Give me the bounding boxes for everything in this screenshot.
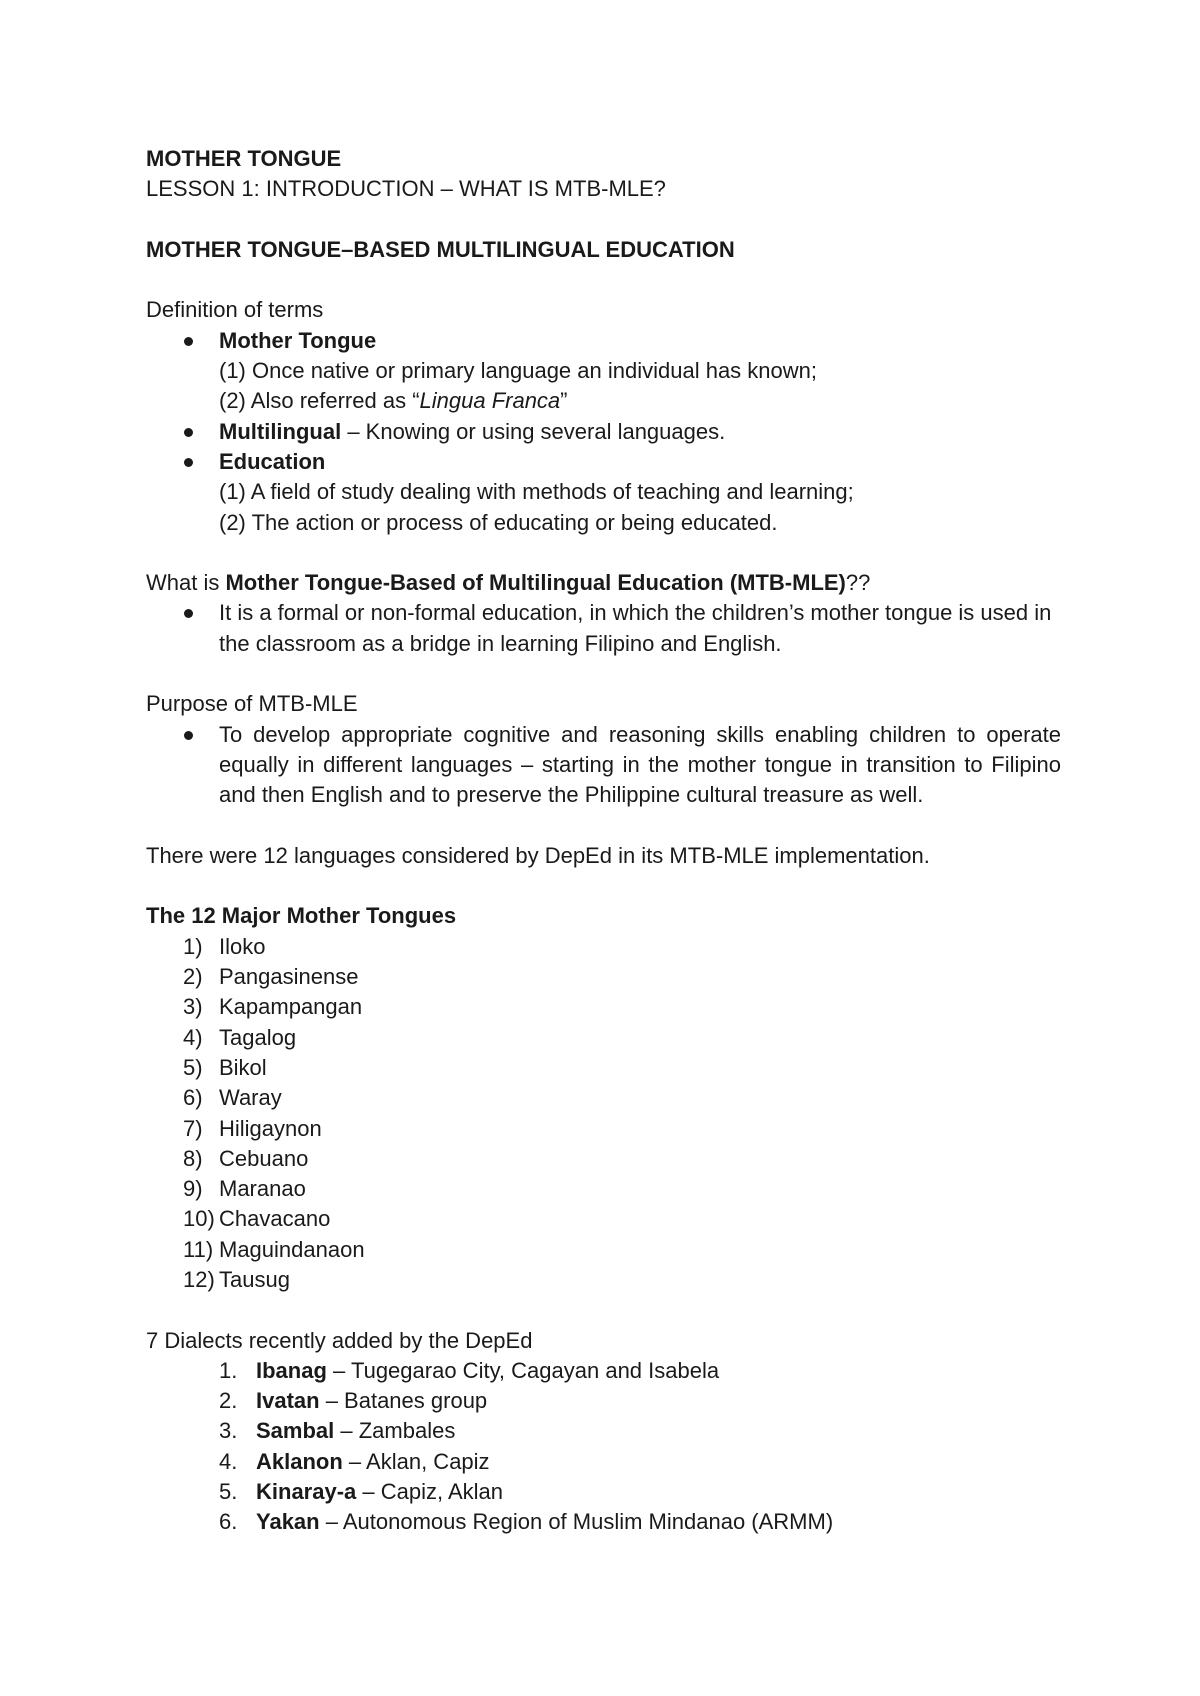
bullet-icon — [184, 337, 193, 346]
language-name: Cebuano — [219, 1145, 309, 1171]
list-item — [146, 962, 1061, 992]
term-label: Mother Tongue — [219, 327, 377, 353]
bullet-icon — [184, 428, 193, 437]
what-is-list — [146, 598, 1061, 659]
definitions-list — [146, 326, 1061, 538]
language-name: Bikol — [219, 1054, 267, 1080]
dialect-location: – Tugegarao City, Cagayan and Isabela — [326, 1357, 720, 1383]
list-number: 4) — [183, 1024, 203, 1050]
list-item — [146, 598, 1061, 659]
list-number: 6. — [219, 1509, 238, 1535]
list-number: 5. — [219, 1479, 238, 1505]
language-name: Tagalog — [219, 1024, 297, 1050]
dialect-name: Ivatan — [256, 1388, 320, 1414]
language-name: Tausug — [219, 1266, 290, 1292]
list-number: 7) — [183, 1115, 203, 1141]
list-item — [146, 1114, 1061, 1144]
bullet-icon — [184, 458, 193, 467]
lingua-franca-text: Lingua Franca — [419, 388, 561, 414]
list-number: 8) — [183, 1145, 203, 1171]
language-name: Iloko — [219, 933, 266, 959]
list-item — [146, 932, 1061, 962]
language-name: Maranao — [219, 1176, 306, 1202]
definition-line: (1) Once native or primary language an individual has known; — [219, 358, 817, 384]
definition-line: (2) The action or process of educating or being educated. — [219, 509, 778, 535]
dialect-name: Yakan — [256, 1509, 320, 1535]
list-item — [146, 1204, 1061, 1234]
list-item — [146, 1356, 1061, 1386]
dialect-location: – Batanes group — [319, 1388, 488, 1414]
list-number: 4. — [219, 1448, 238, 1474]
dialect-location: – Aklan, Capiz — [342, 1448, 490, 1474]
list-number: 2. — [219, 1388, 238, 1414]
list-item — [146, 1174, 1061, 1204]
purpose-heading: Purpose of MTB-MLE — [146, 691, 358, 717]
list-number: 3. — [219, 1418, 238, 1444]
list-item — [146, 1023, 1061, 1053]
definition-mother-tongue — [146, 326, 1061, 417]
definition-education — [146, 447, 1061, 538]
list-item — [146, 1386, 1061, 1416]
what-is-answer: It is a formal or non-formal education, in which the children’s mother tongue is used in the classroom as a bridge in learning Filipino and English. — [219, 600, 1052, 656]
language-name: Chavacano — [219, 1206, 331, 1232]
list-item — [146, 992, 1061, 1022]
list-number: 11) — [183, 1236, 214, 1262]
list-number: 9) — [183, 1176, 203, 1202]
bullet-icon — [184, 731, 193, 740]
list-number: 1. — [219, 1357, 238, 1383]
list-number: 5) — [183, 1054, 203, 1080]
list-item — [146, 1265, 1061, 1295]
definition-text: – Knowing or using several languages. — [341, 418, 726, 444]
dialect-location: – Capiz, Aklan — [356, 1479, 504, 1505]
lesson-title: LESSON 1: INTRODUCTION – WHAT IS MTB-MLE? — [146, 176, 666, 202]
list-item — [146, 1144, 1061, 1174]
definition-line: (1) A field of study dealing with methods of teaching and learning; — [219, 479, 854, 505]
purpose-text: To develop appropriate cognitive and reasoning skills enabling children to operate equally in different languages – starting in the mother tongue in transition to Filipino and then English and to preserve the Philippine cultural treasure as well. — [219, 721, 1061, 808]
list-number: 12) — [183, 1266, 215, 1292]
list-item — [146, 1053, 1061, 1083]
dialects-heading: 7 Dialects recently added by the DepEd — [146, 1327, 533, 1353]
language-name: Pangasinense — [219, 964, 359, 990]
list-number: 2) — [183, 964, 203, 990]
dialect-name: Aklanon — [256, 1448, 343, 1474]
bullet-icon — [184, 609, 193, 618]
language-name: Hiligaynon — [219, 1115, 322, 1141]
term-label: Multilingual — [219, 418, 342, 444]
list-item — [146, 1416, 1061, 1446]
list-item — [146, 1083, 1061, 1113]
list-number: 3) — [183, 994, 203, 1020]
dialect-name: Ibanag — [256, 1357, 327, 1383]
list-number: 6) — [183, 1085, 203, 1111]
list-item — [146, 1477, 1061, 1507]
language-name: Maguindanaon — [219, 1236, 365, 1262]
dialects-list — [146, 1356, 1061, 1538]
languages-note: There were 12 languages considered by DepEd in its MTB-MLE implementation. — [146, 842, 930, 868]
dialect-name: Sambal — [256, 1418, 335, 1444]
major-tongues-list — [146, 932, 1061, 1296]
list-number: 1) — [183, 933, 203, 959]
definitions-heading: Definition of terms — [146, 297, 324, 323]
list-item — [146, 1447, 1061, 1477]
what-is-question: What is Mother Tongue-Based of Multilingual Education (MTB-MLE)?? — [146, 570, 871, 596]
list-item — [146, 720, 1061, 811]
dialect-location: – Zambales — [334, 1418, 456, 1444]
list-number: 10) — [183, 1206, 215, 1232]
language-name: Waray — [219, 1085, 282, 1111]
term-label: Education — [219, 448, 326, 474]
definition-line: (2) Also referred as “Lingua Franca” — [219, 388, 568, 414]
document-title: MOTHER TONGUE — [146, 146, 342, 171]
document-body — [146, 144, 1061, 1538]
major-tongues-heading: The 12 Major Mother Tongues — [146, 903, 457, 929]
section-heading: MOTHER TONGUE–BASED MULTILINGUAL EDUCATION — [146, 236, 735, 262]
dialect-name: Kinaray-a — [256, 1479, 357, 1505]
list-item — [146, 1507, 1061, 1537]
purpose-list — [146, 720, 1061, 811]
dialect-location: – Autonomous Region of Muslim Mindanao (ARMM) — [319, 1509, 834, 1535]
language-name: Kapampangan — [219, 994, 363, 1020]
definition-multilingual — [146, 417, 1061, 447]
list-item — [146, 1235, 1061, 1265]
